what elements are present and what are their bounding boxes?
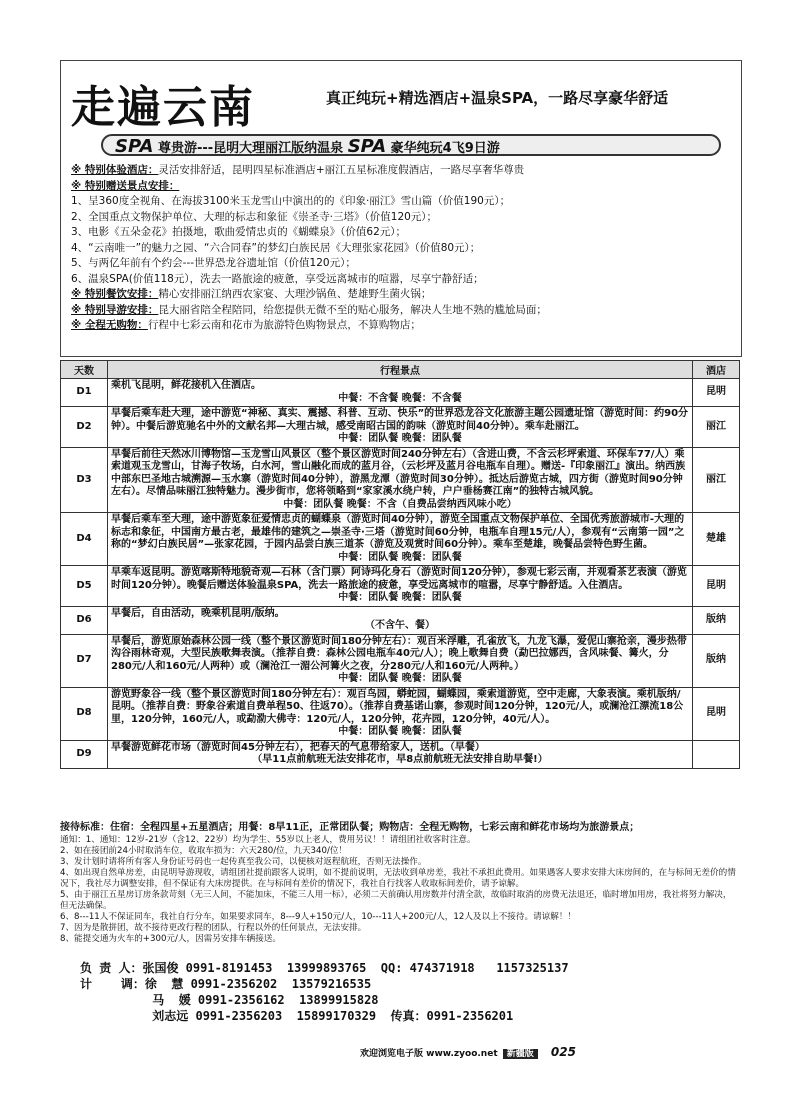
feature-item xyxy=(71,272,711,288)
note-item: 7、因为是散拼团，故不接待更改行程的团队，行程以外的任何景点，无法安排。 xyxy=(60,923,367,933)
itinerary-text: 早餐后，自由活动，晚乘机昆明/版纳。 xyxy=(111,607,285,619)
day-cell: D4 xyxy=(61,513,108,566)
feature-tag: ※ 特别餐饮安排： xyxy=(71,288,159,300)
itinerary-text: 早餐游览鲜花市场（游览时间45分钟左右），把春天的气息带给家人，送机。（早餐） xyxy=(111,741,485,753)
table-row xyxy=(61,566,740,607)
meal-info: 中餐：团队餐 晚餐：团队餐 xyxy=(338,433,462,444)
notes-section xyxy=(60,822,740,945)
itinerary-cell xyxy=(108,606,693,634)
feature-text: 4、“云南唯一”的魅力之园、“六合同春”的梦幻白族民居《大理张家花园》（价值80元）； xyxy=(71,241,481,254)
feature-item xyxy=(71,194,711,210)
hotel-cell: 昆明 xyxy=(693,566,740,607)
hotel-cell xyxy=(693,740,740,768)
note-item: 8、能提交通为火车的+300元/人，因需另安排车辆接送。 xyxy=(60,934,282,944)
contact-line: 马 媛 0991-2356162 13899915828 xyxy=(80,993,379,1007)
itinerary-text: 早餐后乘车至大理，途中游览象征爱情忠贞的蝴蝶泉（游览时间40分钟），游览全国重点文物保护单位、全国优秀旅游城市-大理的标志和象征，中国南方最古老，最雄伟的建筑之—崇圣寺·三塔（游览时间60分钟，电瓶车自理15元/人），参观有“云南第一园”之称的“梦幻白族民居”—张家花园，于园内品尝白族三道茶（游览及观赏时间60分钟）。乘车至楚雄，晚餐品尝特色野生菌。 xyxy=(111,514,685,550)
page-number: 025 xyxy=(550,1045,576,1059)
feature-tag: ※ 全程无购物： xyxy=(71,319,148,331)
hotel-cell: 版纳 xyxy=(693,606,740,634)
day-cell: D2 xyxy=(61,407,108,448)
feature-text: 2、全国重点文物保护单位、大理的标志和象征《崇圣寺·三塔》（价值120元）； xyxy=(71,210,438,223)
meal-info: 中餐：团队餐 晚餐：团队餐 xyxy=(338,726,462,737)
feature-item xyxy=(71,163,711,179)
itinerary-cell xyxy=(108,634,693,687)
meal-info: 中餐：团队餐 晚餐：团队餐 xyxy=(338,592,462,603)
banner-text: 尊贵游---昆明大理丽江版纳温泉 xyxy=(157,141,344,156)
hotel-cell: 昆明 xyxy=(693,379,740,407)
table-row xyxy=(61,740,740,768)
itinerary-text: 游览野象谷一线（整个景区游览时间180分钟左右）：观百鸟园，蟒蛇园，蝴蝶园，乘索道游览，空中走廊，大象表演。乘机版纳/昆明。（推荐自费：野象谷索道自费单程50、往返70）。（推荐自费基诺山寨，参观时间120分钟，120元/人，或澜沧江漂流18公里，120分钟，160元/人，或勐泐大佛寺：120元/人，120分钟，花卉园，120分钟，40元/人）。 xyxy=(111,688,684,725)
feature-text: 1、呈360度全视角、在海拔3100米玉龙雪山中演出的的《印象·丽江》雪山篇（价值190元）； xyxy=(71,195,511,207)
contact-line: 计 调：徐 慧 0991-2356202 13579216535 xyxy=(80,977,372,991)
feature-text: 3、电影《五朵金花》拍摄地，歌曲爱情忠贞的《蝴蝶泉》（价值62元）； xyxy=(71,226,407,238)
note-item: 通知：1、通知：12岁-21岁（含12、22岁）均为学生、55岁以上老人，费用另议！！请组团社收客时注意。 xyxy=(60,835,476,845)
meal-info: 中餐：团队餐 晚餐：团队餐 xyxy=(338,673,462,684)
note-item: 6、8---11人不保证同车，我社自行分车，如果要求同车，8---9人+150元/人，10---11人+200元/人，12人及以上不接待。请谅解！！ xyxy=(60,912,577,922)
hotel-cell: 楚雄 xyxy=(693,513,740,566)
table-row xyxy=(61,634,740,687)
contacts-section xyxy=(80,960,720,1024)
itinerary-cell xyxy=(108,407,693,448)
note-item: 5、由于丽江五星房订房条款苛刻（无三人间，不能加床，不能三人用一标），必须二天前确认用房数并付清全款，故临时取消的房费无法退还，临时增加用房，我社将努力解决，但无法确保。 xyxy=(60,890,732,911)
table-row xyxy=(61,606,740,634)
slogan: 真正纯玩+精选酒店+温泉SPA，一路尽享豪华舒适 xyxy=(326,89,669,107)
itinerary-text: 早乘车返昆明。游览喀斯特地貌奇观—石林（含门票）阿诗玛化身石（游览时间120分钟），参观七彩云南，并观看茶艺表演（游览时间120分钟）。晚餐后赠送体验温泉SPA，洗去一路旅途的疲惫，享受远离城市的喧嚣，尽享宁静舒适。入住酒店。 xyxy=(111,567,687,591)
feature-tag: ※ 特别赠送景点安排： xyxy=(71,179,180,192)
feature-item xyxy=(71,179,711,195)
feature-item xyxy=(71,225,711,241)
itinerary-text: 早餐后前往天然冰川博物馆—玉龙雪山风景区（整个景区游览时间240分钟左右）（含进山费，不含云杉坪索道、环保车77/人）乘索道观玉龙雪山，甘海子牧场，白水河，雪山融化而成的蓝月谷，（云杉坪及蓝月谷电瓶车自理）。赠送-『印象丽江』演出。纳西族中部东巴圣地古城溯源—玉水寨（游览时间40分钟），游黑龙潭（游览时间30分钟）。抵达后游览古城，四方街（游览时间90分钟左右）。尽情品味丽江独特魅力。漫步街市，您将领略到“家家溪水绕户转，户户垂杨赛江南”的独特古城风貌。 xyxy=(111,448,686,497)
feature-tag: ※ 特别体验酒店： xyxy=(71,164,159,176)
col-day: 天数 xyxy=(61,361,108,379)
note-item: 2、如在接团前24小时取消车位，收取车损为：六天280/位，九天340/位！ xyxy=(60,846,348,856)
itinerary-table xyxy=(60,360,740,769)
itinerary-text: 早餐后乘车赴大理，途中游览“神秘、真实、震撼、科普、互动、快乐”的世界恐龙谷文化旅游主题公园遗址馆（游览时间：约90分钟）。中餐后游览驰名中外的文献名邦—大理古城，感受南昭古国的韵味（游览时间40分钟）。乘车赴丽江。 xyxy=(111,408,689,432)
itinerary-cell xyxy=(108,687,693,740)
feature-item xyxy=(71,210,711,226)
table-header-row xyxy=(61,361,740,379)
service-standard: 接待标准：住宿：全程四星+五星酒店；用餐：8早11正，正常团队餐；购物店：全程无购物，七彩云南和鲜花市场均为旅游景点； xyxy=(60,822,640,833)
feature-text: 灵活安排舒适，昆明四星标准酒店+丽江五星标准度假酒店，一路尽享奢华尊贵 xyxy=(158,164,525,176)
itinerary-cell xyxy=(108,513,693,566)
spa-banner xyxy=(101,134,721,156)
itinerary-cell xyxy=(108,566,693,607)
feature-text: 昆大丽省陪全程陪同，给您提供无微不至的贴心服务，解决人生地不熟的尴尬局面； xyxy=(158,303,547,316)
page xyxy=(60,60,740,1060)
feature-text: 行程中七彩云南和花市为旅游特色购物景点，不算购物店； xyxy=(147,319,421,331)
meal-info: （不含午、餐） xyxy=(365,620,435,631)
day-cell: D6 xyxy=(61,606,108,634)
feature-text: 6、温泉SPA(价值118元），洗去一路旅途的疲惫，享受远离城市的喧嚣，尽享宁静舒适； xyxy=(71,272,484,285)
itinerary-cell xyxy=(108,740,693,768)
day-cell: D5 xyxy=(61,566,108,607)
table-row xyxy=(61,407,740,448)
feature-item xyxy=(71,256,711,272)
feature-tag: ※ 特别导游安排： xyxy=(71,303,159,316)
features-list xyxy=(71,163,711,334)
itinerary-cell xyxy=(108,379,693,407)
feature-item xyxy=(71,287,711,303)
contact-line: 负 责 人：张国俊 0991-8191453 13999893765 QQ: 474371918 1157325137 xyxy=(80,961,569,975)
itinerary-cell xyxy=(108,447,693,513)
table-row xyxy=(61,379,740,407)
hotel-cell: 丽江 xyxy=(693,407,740,448)
col-itinerary: 行程景点 xyxy=(108,361,693,379)
note-item: 3、发计划时请将所有客人身份证号码也一起传真至我公司，以便核对返程航班，否则无法操作。 xyxy=(60,857,427,867)
day-cell: D1 xyxy=(61,379,108,407)
feature-item xyxy=(71,241,711,257)
itinerary-text: 乘机飞昆明，鲜花接机入住酒店。 xyxy=(111,380,261,391)
meal-info: 中餐：不含餐 晚餐：不含餐 xyxy=(338,392,462,404)
col-hotel: 酒店 xyxy=(693,361,740,379)
day-cell: D7 xyxy=(61,634,108,687)
day-cell: D8 xyxy=(61,687,108,740)
hotel-cell: 版纳 xyxy=(693,634,740,687)
edition-badge: 新疆版 xyxy=(503,1049,538,1059)
banner-prefix: SPA xyxy=(115,136,154,156)
meal-info: （早11点前航班无法安排花市，早8点前航班无法安排自助早餐!） xyxy=(252,754,548,765)
feature-item xyxy=(71,303,711,319)
table-row xyxy=(61,447,740,513)
day-cell: D3 xyxy=(61,447,108,513)
day-cell: D9 xyxy=(61,740,108,768)
footer-text: 欢迎浏览电子版 www.zyoo.net xyxy=(360,1049,498,1059)
feature-text: 精心安排丽江纳西农家宴、大理沙锅鱼、楚雄野生菌火锅； xyxy=(158,288,432,300)
table-row xyxy=(61,687,740,740)
itinerary-text: 早餐后，游览原始森林公园一线（整个景区游览时间180分钟左右）：观百米浮雕，孔雀放飞，九龙飞瀑，爱伲山寨抢亲，漫步热带沟谷雨林奇观，大型民族歌舞表演。（推荐自费：森林公园电瓶车40元/人）；晚上歌舞自费（勐巴拉娜西，含风味餐、篝火，分280元/人和160元/人两种）或（澜沧江一湄公河篝火之夜，分280元/人和160元/人两种。） xyxy=(111,635,687,672)
feature-item xyxy=(71,318,711,334)
note-item: 4、如出现自然单房差，由昆明导游现收，请组团社提前跟客人说明，如不提前说明，无法收到单房差，我社不承担此费用。如果遇客人要求安排大床房间的，在与标间无差价的情况下，我社尽力调整安排，但不保证有大床房提供。在与标间有差价的情况下，我社自行找客人收取标间差价，请予谅解。 xyxy=(60,868,736,889)
promo-box xyxy=(60,60,742,357)
banner-prefix-2: SPA xyxy=(347,136,387,156)
feature-text: 5、与两亿年前有个约会---世界恐龙谷遗址馆（价值120元）； xyxy=(71,257,356,269)
contact-line: 刘志远 0991-2356203 15899170329 传真：0991-2356201 xyxy=(80,1009,514,1023)
footer xyxy=(360,1045,576,1059)
brand-title: 走遍云南 xyxy=(71,82,255,133)
hotel-cell: 昆明 xyxy=(693,687,740,740)
hotel-cell: 丽江 xyxy=(693,447,740,513)
table-row xyxy=(61,513,740,566)
banner-suffix: 豪华纯玩4飞9日游 xyxy=(390,141,500,156)
meal-info: 中餐：团队餐 晚餐：团队餐 xyxy=(338,551,462,563)
meal-info: 中餐：团队餐 晚餐：不含（自费品尝纳西风味小吃） xyxy=(283,498,517,510)
